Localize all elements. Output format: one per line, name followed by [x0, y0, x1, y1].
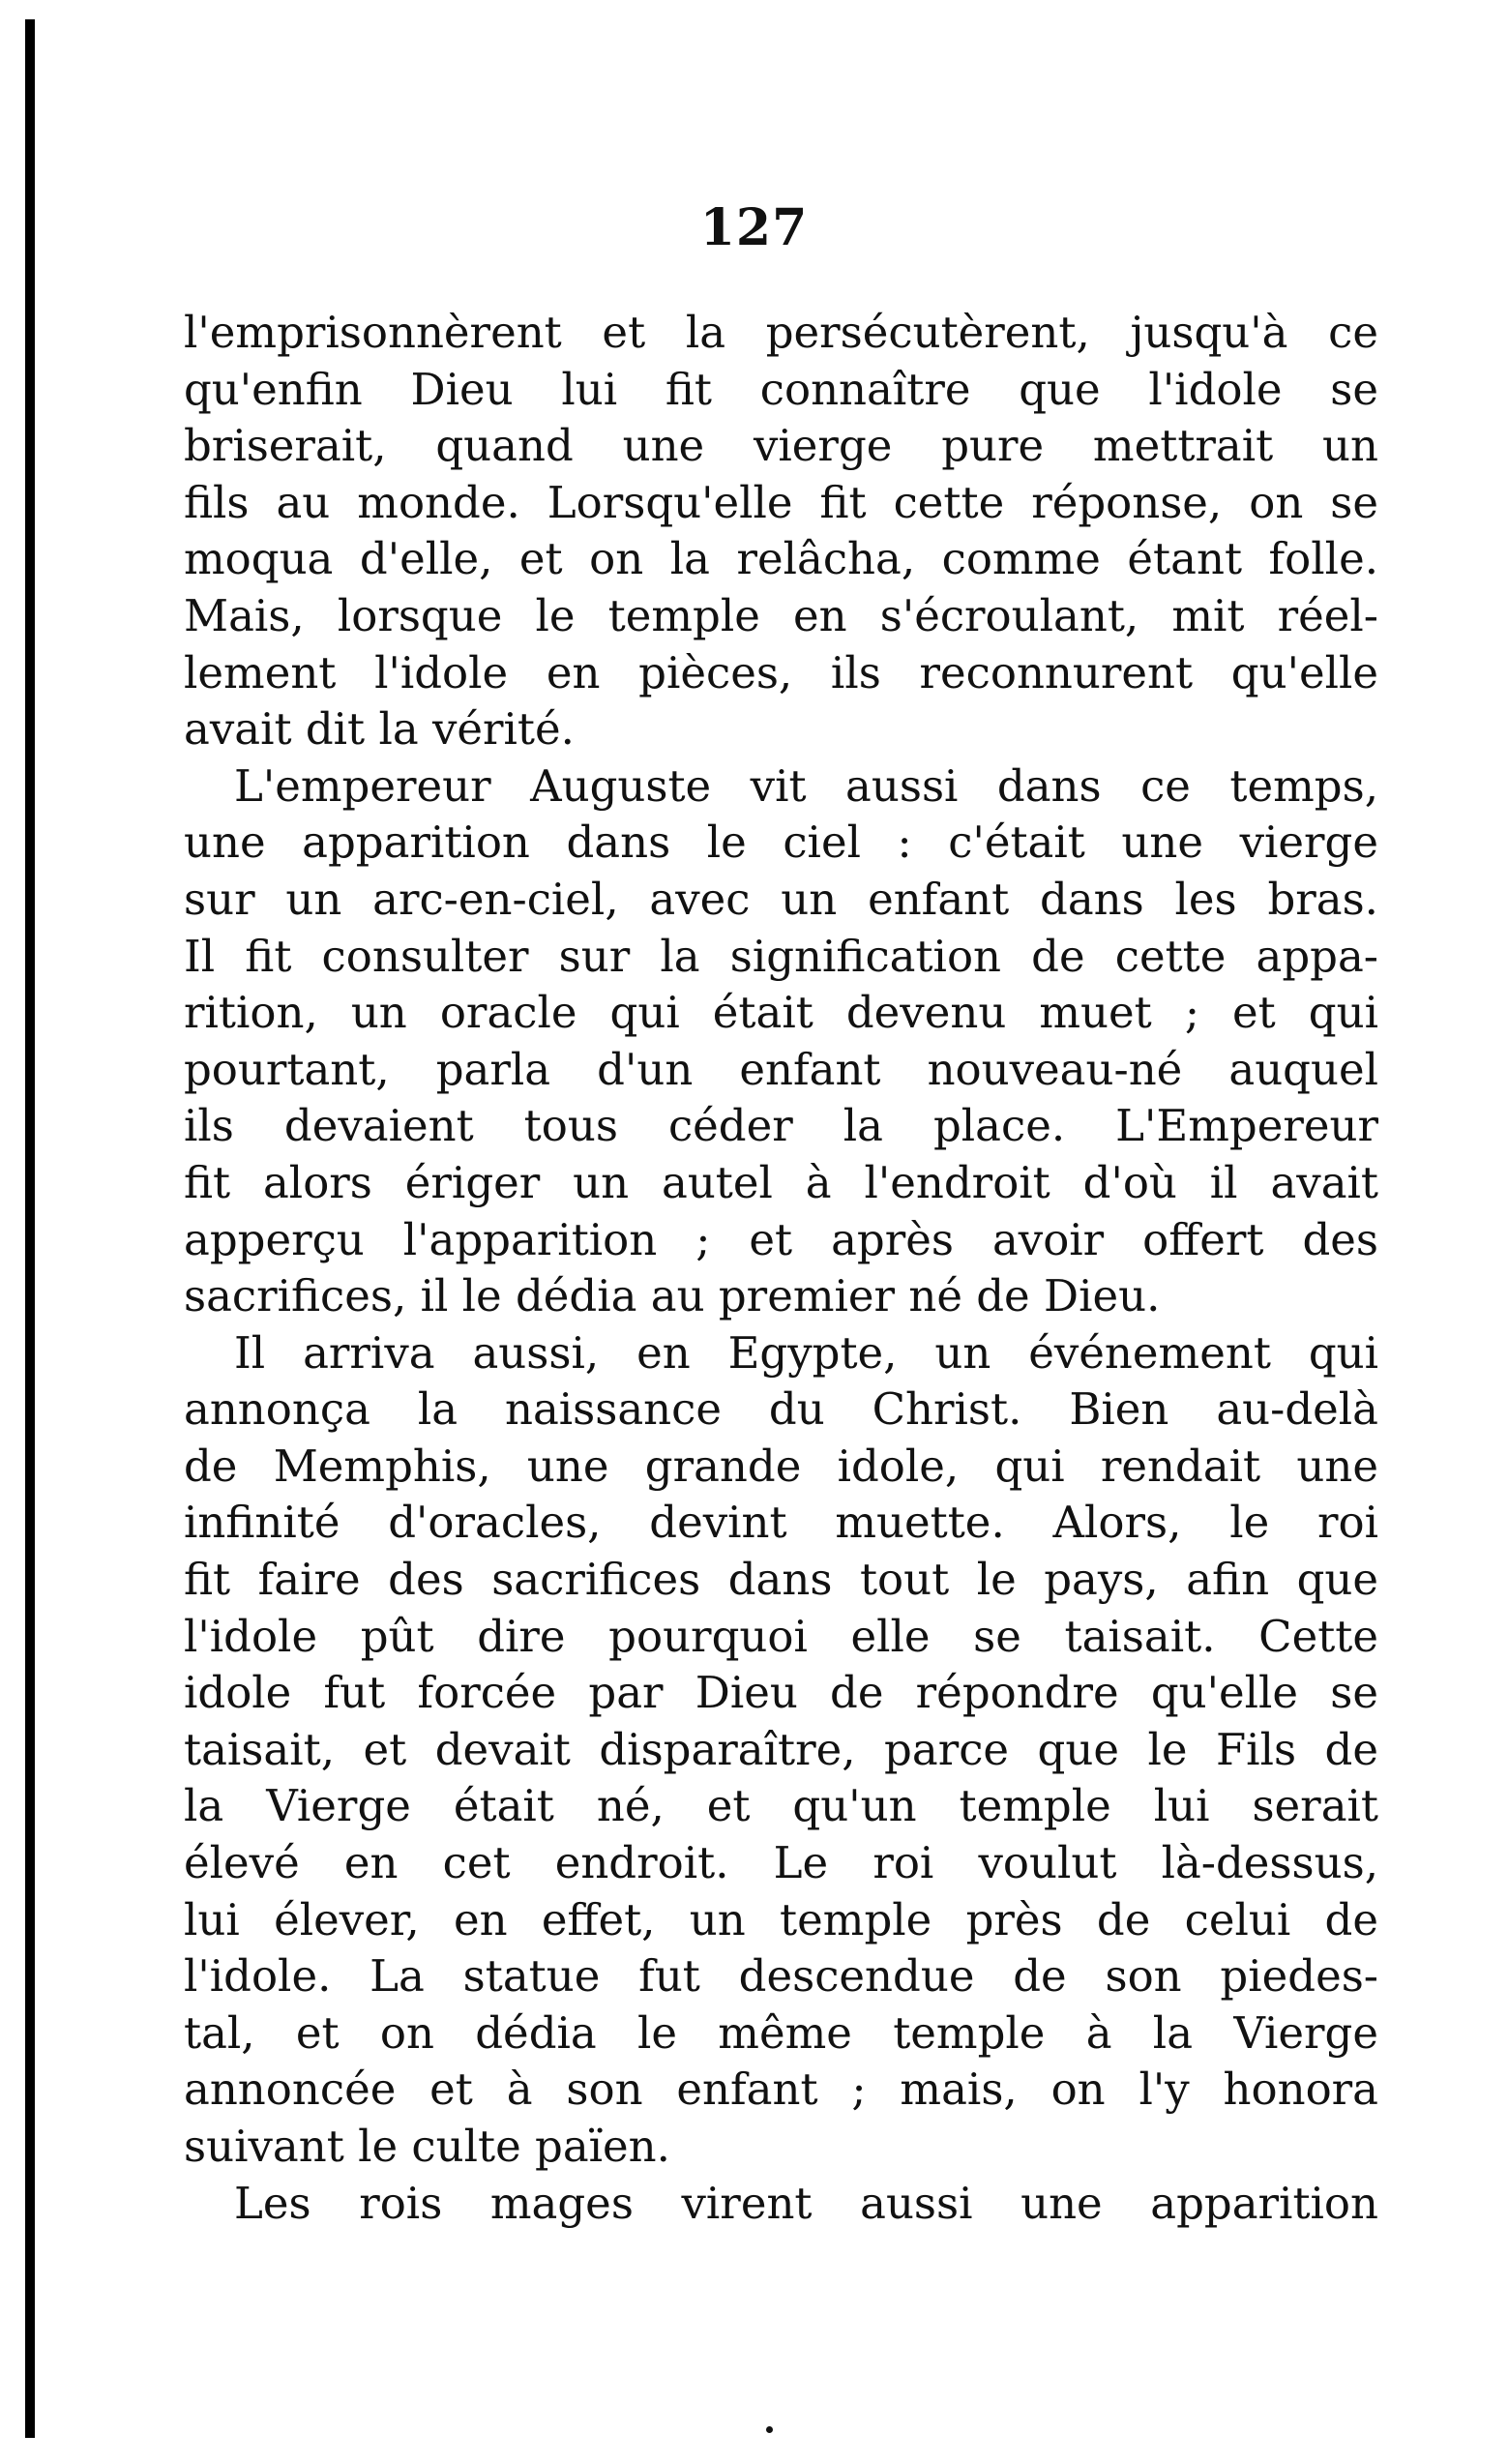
text-line: pourtant, parla d'un enfant nouveau-né auquel: [184, 1043, 1378, 1095]
text-line: tal, et on dédia le même temple à la Vierge: [184, 2006, 1378, 2059]
text-line: fit alors ériger un autel à l'endroit d'où il avait: [184, 1156, 1378, 1208]
text-line: lement l'idole en pièces, ils reconnurent qu'elle: [184, 646, 1378, 698]
text-line: rition, un oracle qui était devenu muet ; et qui: [184, 987, 1378, 1039]
page-number: 127: [699, 198, 809, 257]
text-line: fils au monde. Lorsqu'elle fit cette réponse, on se: [184, 476, 1378, 528]
text-line: Mais, lorsque le temple en s'écroulant, mit réel-: [184, 589, 1378, 641]
text-line: de Memphis, une grande idole, qui rendait une: [184, 1440, 1378, 1492]
text-line: sur un arc-en-ciel, avec un enfant dans les bras.: [184, 873, 1378, 925]
text-line: la Vierge était né, et qu'un temple lui serait: [184, 1780, 1378, 1832]
footer-dot: [766, 2426, 773, 2433]
text-line: élevé en cet endroit. Le roi voulut là-dessus,: [184, 1837, 1378, 1889]
text-line: taisait, et devait disparaître, parce que le Fils de: [184, 1723, 1378, 1775]
text-line: suivant le culte païen.: [184, 2121, 670, 2172]
text-line: annonça la naissance du Christ. Bien au-delà: [184, 1383, 1378, 1436]
text-line: l'idole. La statue fut descendue de son piedes-: [184, 1950, 1378, 2003]
text-line: apperçu l'apparition ; et après avoir offert des: [184, 1213, 1378, 1265]
text-line: briserait, quand une vierge pure mettrait un: [184, 420, 1378, 472]
binding-edge-rule: [25, 19, 35, 2438]
text-line: L'empereur Auguste vit aussi dans ce temps,: [234, 759, 1378, 812]
text-line: sacrifices, il le dédia au premier né de Dieu.: [184, 1270, 1161, 1322]
text-line: une apparition dans le ciel : c'était une vierge: [184, 816, 1378, 869]
text-line: Les rois mages virent aussi une apparition: [234, 2177, 1378, 2229]
text-line: moqua d'elle, et on la relâcha, comme étant folle.: [184, 533, 1378, 585]
text-line: Il fit consulter sur la signification de cette appa-: [184, 930, 1378, 982]
text-line: idole fut forcée par Dieu de répondre qu'elle se: [184, 1667, 1378, 1719]
body-text: [184, 305, 1378, 2232]
text-line: lui élever, en effet, un temple près de celui de: [184, 1893, 1378, 1945]
text-line: Il arriva aussi, en Egypte, un événement qui: [234, 1326, 1378, 1379]
text-line: fit faire des sacrifices dans tout le pays, afin que: [184, 1554, 1378, 1606]
text-line: qu'enfin Dieu lui fit connaître que l'idole se: [184, 363, 1378, 415]
text-line: ils devaient tous céder la place. L'Empereur: [184, 1100, 1378, 1152]
text-line: avait dit la vérité.: [184, 703, 575, 756]
text-line: infinité d'oracles, devint muette. Alors, le roi: [184, 1497, 1378, 1549]
text-line: annoncée et à son enfant ; mais, on l'y honora: [184, 2063, 1378, 2116]
text-line: l'idole pût dire pourquoi elle se taisait. Cette: [184, 1610, 1378, 1662]
text-line: l'emprisonnèrent et la persécutèrent, jusqu'à ce: [184, 307, 1378, 358]
